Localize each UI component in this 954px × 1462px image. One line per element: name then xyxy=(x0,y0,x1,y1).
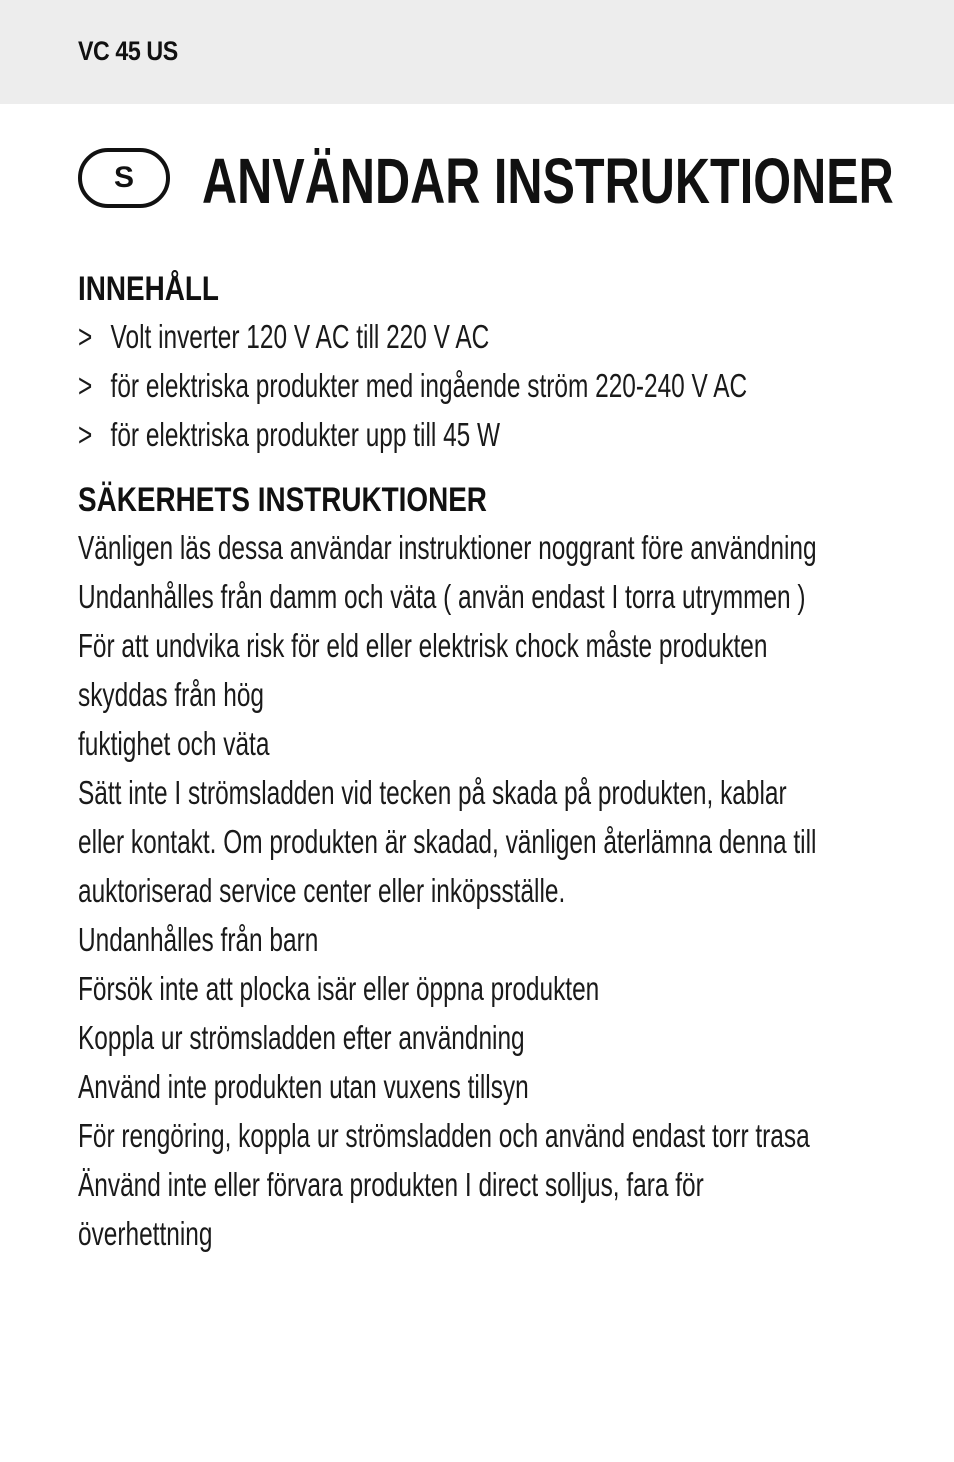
list-item xyxy=(78,410,714,459)
instruction-line: Undanhålles från barn xyxy=(78,921,319,958)
model-code: VC 45 US xyxy=(78,36,178,66)
instruction-line: Koppla ur strömsladden efter användning xyxy=(78,1019,525,1056)
instruction-line: Använd inte produkten utan vuxens tillsyn xyxy=(78,1068,529,1105)
instruction-line: Sätt inte I strömsladden vid tecken på skada på produkten, kablar xyxy=(78,774,787,811)
list-item-text: för elektriska produkter upp till 45 W xyxy=(110,416,501,453)
bullet-marker: > xyxy=(78,318,93,355)
instruction-line: auktoriserad service center eller inköpsställe. xyxy=(78,872,566,909)
list-item xyxy=(78,312,714,361)
list-item xyxy=(78,361,748,410)
instruction-line: eller kontakt. Om produkten är skadad, vänligen återlämna denna till xyxy=(78,823,817,860)
page-title: ANVÄNDAR INSTRUKTIONER xyxy=(202,145,894,217)
instruction-line: För rengöring, koppla ur strömsladden och använd endast torr trasa xyxy=(78,1117,810,1154)
instruction-line: skyddas från hög xyxy=(78,676,264,713)
instruction-line: Änvänd inte eller förvara produkten I direct solljus, fara för xyxy=(78,1166,704,1203)
contents-heading: INNEHÅLL xyxy=(78,270,219,308)
list-item-text: för elektriska produkter med ingående ström 220-240 V AC xyxy=(110,367,748,404)
instruction-line: Försök inte att plocka isär eller öppna produkten xyxy=(78,970,600,1007)
section-spacer xyxy=(78,459,938,477)
header-band xyxy=(0,0,954,104)
instruction-line: överhettning xyxy=(78,1215,213,1252)
bullet-marker: > xyxy=(78,416,93,453)
document-body xyxy=(78,266,938,1258)
safety-heading: SÄKERHETS INSTRUKTIONER xyxy=(78,481,487,519)
language-badge: S xyxy=(78,148,170,208)
instruction-line: Vänligen läs dessa användar instruktioner noggrant före användning xyxy=(78,529,817,566)
safety-instructions xyxy=(78,523,938,1258)
instruction-line: För att undvika risk för eld eller elektrisk chock måste produkten xyxy=(78,627,768,664)
list-item-text: Volt inverter 120 V AC till 220 V AC xyxy=(110,318,490,355)
contents-list xyxy=(78,312,938,459)
instruction-line: fuktighet och väta xyxy=(78,725,270,762)
bullet-marker: > xyxy=(78,367,93,404)
instruction-line: Undanhålles från damm och väta ( använ endast I torra utrymmen ) xyxy=(78,578,806,615)
